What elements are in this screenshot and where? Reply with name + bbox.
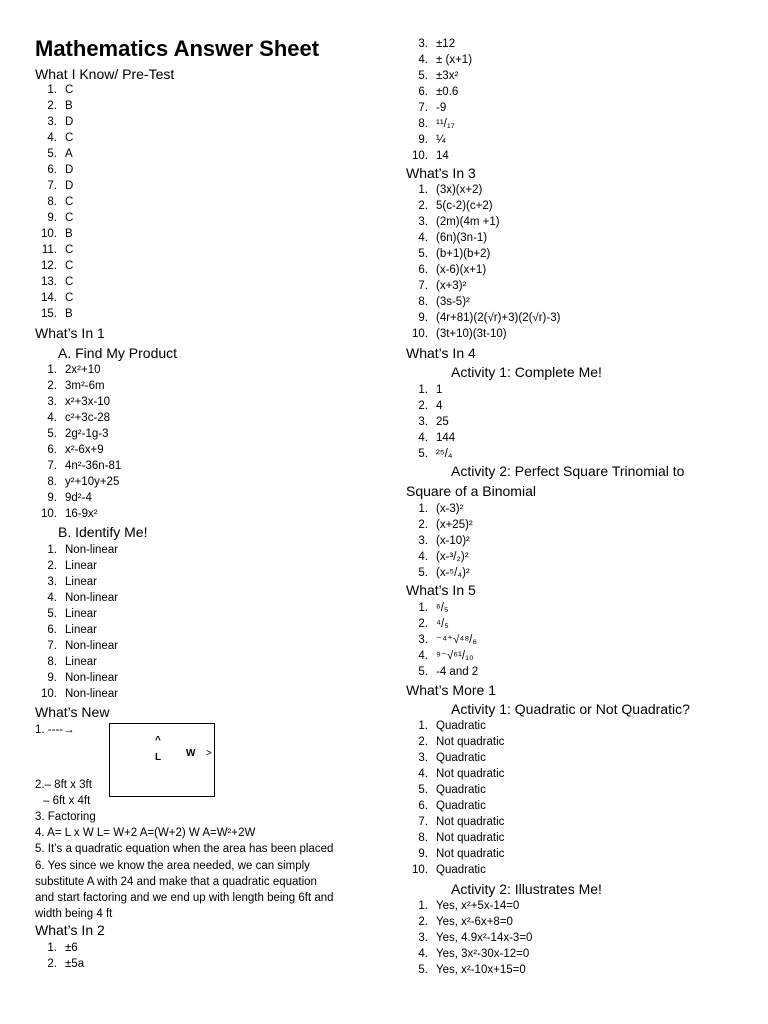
arrow-label: > bbox=[206, 748, 212, 759]
list-item-text: B bbox=[65, 100, 73, 112]
list-item-text: (x-3)² bbox=[436, 503, 464, 515]
list-item-text: Linear bbox=[65, 656, 97, 668]
list-item-text: ±5a bbox=[65, 958, 85, 970]
activity-illustrates-me: Activity 2: Illustrates Me! bbox=[451, 881, 602, 897]
perfect-square-list bbox=[406, 501, 473, 581]
list-item bbox=[406, 962, 532, 978]
list-item-number: 6. bbox=[47, 444, 57, 456]
list-item bbox=[406, 84, 472, 100]
list-item-text: 2g²-1g-3 bbox=[65, 428, 109, 440]
list-item-number: 10. bbox=[41, 228, 57, 240]
list-item bbox=[35, 686, 118, 702]
length-label: L bbox=[155, 752, 162, 763]
whats-in-2-list-continued bbox=[406, 36, 472, 164]
list-item-number: 1. bbox=[47, 364, 57, 376]
list-item bbox=[406, 750, 504, 766]
list-item-text: ²⁵/₄ bbox=[436, 448, 453, 460]
list-item-number: 4. bbox=[418, 232, 428, 244]
list-item-number: 4. bbox=[418, 948, 428, 960]
whats-new-answer-line: 5. It’s a quadratic equation when the area has been placed bbox=[35, 843, 334, 856]
whats-new-line-1: 1. ----→ bbox=[35, 724, 75, 736]
complete-me-list bbox=[406, 382, 455, 462]
list-item bbox=[406, 100, 472, 116]
list-item-number: 2. bbox=[418, 618, 428, 630]
list-item bbox=[406, 52, 472, 68]
list-item-number: 6. bbox=[418, 86, 428, 98]
list-item bbox=[35, 242, 73, 258]
list-item bbox=[406, 36, 472, 52]
list-item-text: C bbox=[65, 292, 74, 304]
list-item bbox=[35, 226, 73, 242]
width-label: W bbox=[186, 748, 196, 759]
pretest-list bbox=[35, 82, 73, 322]
list-item-text: ¼ bbox=[436, 134, 446, 146]
section-heading-whats-in-2: What’s In 2 bbox=[35, 922, 105, 938]
list-item-number: 9. bbox=[418, 848, 428, 860]
list-item bbox=[406, 565, 473, 581]
list-item bbox=[406, 914, 532, 930]
list-item-text: (3t+10)(3t-10) bbox=[436, 328, 507, 340]
list-item-number: 1. bbox=[418, 900, 428, 912]
list-item-number: 14. bbox=[41, 292, 57, 304]
list-item-text: ± (x+1) bbox=[436, 54, 473, 66]
list-item-text: 5(c-2)(c+2) bbox=[436, 200, 493, 212]
list-item bbox=[35, 670, 118, 686]
list-item bbox=[406, 846, 504, 862]
list-item-number: 2. bbox=[47, 100, 57, 112]
subheading-find-my-product: A. Find My Product bbox=[58, 345, 178, 361]
list-item-number: 10. bbox=[41, 508, 57, 520]
list-item bbox=[35, 956, 84, 972]
list-item bbox=[406, 214, 560, 230]
list-item bbox=[35, 506, 121, 522]
list-item-number: 2. bbox=[418, 519, 428, 531]
list-item-text: C bbox=[65, 132, 74, 144]
list-item bbox=[35, 194, 73, 210]
whats-in-5-list bbox=[406, 600, 478, 680]
list-item bbox=[35, 442, 121, 458]
list-item-number: 7. bbox=[47, 460, 57, 472]
whats-new-answer-line: substitute A with 24 and make that a quadratic equation bbox=[35, 875, 317, 888]
whats-new-line-2a: 2.– 8ft x 3ft bbox=[35, 779, 92, 791]
list-item-text: Not quadratic bbox=[436, 736, 505, 748]
list-item bbox=[406, 549, 473, 565]
list-item-text: -9 bbox=[436, 102, 447, 114]
list-item-text: 16-9x² bbox=[65, 508, 98, 520]
list-item-text: Yes, x²-10x+15=0 bbox=[436, 964, 526, 976]
list-item-number: 3. bbox=[418, 216, 428, 228]
list-item-text: (b+1)(b+2) bbox=[436, 248, 491, 260]
list-item-text: ±3x² bbox=[436, 70, 459, 82]
list-item-number: 1. bbox=[47, 942, 57, 954]
list-item bbox=[35, 410, 121, 426]
list-item-number: 6. bbox=[47, 164, 57, 176]
list-item-number: 13. bbox=[41, 276, 57, 288]
list-item-number: 5. bbox=[47, 428, 57, 440]
whats-new-answer-line: 6. Yes since we know the area needed, we can simply bbox=[35, 859, 310, 872]
list-item-number: 6. bbox=[47, 624, 57, 636]
list-item bbox=[35, 362, 121, 378]
list-item-number: 2. bbox=[47, 560, 57, 572]
list-item-number: 3. bbox=[418, 634, 428, 646]
whats-new-line-2b: – 6ft x 4ft bbox=[43, 795, 91, 807]
list-item bbox=[406, 148, 472, 164]
list-item-text: Non-linear bbox=[65, 688, 119, 700]
list-item bbox=[406, 132, 472, 148]
whats-in-2-list-start bbox=[35, 940, 84, 972]
list-item bbox=[406, 246, 560, 262]
list-item bbox=[406, 814, 504, 830]
list-item-number: 5. bbox=[418, 964, 428, 976]
list-item-text: ⁶/₅ bbox=[436, 602, 449, 614]
whats-in-3-list bbox=[406, 182, 560, 342]
list-item-number: 10. bbox=[412, 328, 428, 340]
list-item bbox=[35, 258, 73, 274]
list-item bbox=[406, 262, 560, 278]
list-item-number: 2. bbox=[418, 200, 428, 212]
list-item-text: B bbox=[65, 228, 73, 240]
list-item-text: (4r+81)(2(√r)+3)(2(√r)-3) bbox=[436, 312, 561, 324]
list-item-text: Yes, 3x²-30x-12=0 bbox=[436, 948, 530, 960]
list-item bbox=[35, 290, 73, 306]
section-heading-whats-more-1: What’s More 1 bbox=[406, 682, 496, 698]
list-item-number: 7. bbox=[47, 180, 57, 192]
list-item-text: x²-6x+9 bbox=[65, 444, 104, 456]
list-item-number: 1. bbox=[418, 184, 428, 196]
list-item bbox=[406, 398, 455, 414]
list-item-text: Not quadratic bbox=[436, 832, 505, 844]
list-item-number: 8. bbox=[418, 118, 428, 130]
quadratic-or-not-list bbox=[406, 718, 504, 878]
list-item-number: 6. bbox=[418, 800, 428, 812]
list-item-number: 3. bbox=[418, 416, 428, 428]
list-item-text: Not quadratic bbox=[436, 848, 505, 860]
list-item-number: 4. bbox=[418, 432, 428, 444]
activity-quadratic-or-not: Activity 1: Quadratic or Not Quadratic? bbox=[451, 701, 690, 717]
list-item bbox=[35, 638, 118, 654]
list-item bbox=[35, 940, 84, 956]
list-item-number: 3. bbox=[47, 396, 57, 408]
find-my-product-list bbox=[35, 362, 121, 522]
rectangle-diagram bbox=[109, 723, 215, 797]
list-item-text: Quadratic bbox=[436, 864, 486, 876]
list-item-text: (x-⁵/₄)² bbox=[436, 567, 470, 579]
list-item-number: 5. bbox=[418, 448, 428, 460]
list-item-text: C bbox=[65, 196, 74, 208]
list-item-text: ⁴/₅ bbox=[436, 618, 449, 630]
list-item bbox=[406, 862, 504, 878]
list-item bbox=[35, 606, 118, 622]
list-item-text: (3s-5)² bbox=[436, 296, 470, 308]
list-item-text: Non-linear bbox=[65, 672, 119, 684]
list-item-text: y²+10y+25 bbox=[65, 476, 120, 488]
list-item-number: 1. bbox=[47, 544, 57, 556]
list-item-number: 5. bbox=[418, 248, 428, 260]
whats-new-answer-line: width being 4 ft bbox=[35, 908, 113, 921]
section-heading-whats-in-4: What’s In 4 bbox=[406, 345, 476, 361]
list-item-text: ±0.6 bbox=[436, 86, 459, 98]
list-item bbox=[406, 533, 473, 549]
list-item bbox=[35, 178, 73, 194]
list-item-text: C bbox=[65, 212, 74, 224]
list-item-text: (6n)(3n-1) bbox=[436, 232, 488, 244]
illustrates-me-list bbox=[406, 898, 532, 978]
list-item bbox=[406, 632, 478, 648]
list-item-text: Not quadratic bbox=[436, 816, 505, 828]
list-item-number: 8. bbox=[418, 832, 428, 844]
list-item-text: x²+3x-10 bbox=[65, 396, 111, 408]
list-item bbox=[35, 146, 73, 162]
whats-new-answer-line: 4. A= L x W L= W+2 A=(W+2) W A=W²+2W bbox=[35, 827, 256, 840]
list-item-number: 8. bbox=[47, 656, 57, 668]
list-item-number: 9. bbox=[418, 312, 428, 324]
list-item-text: 2x²+10 bbox=[65, 364, 101, 376]
list-item-text: Non-linear bbox=[65, 640, 119, 652]
list-item-text: 9d²-4 bbox=[65, 492, 92, 504]
list-item-text: (3x)(x+2) bbox=[436, 184, 483, 196]
list-item bbox=[406, 382, 455, 398]
list-item-text: ±12 bbox=[436, 38, 456, 50]
list-item-number: 2. bbox=[418, 736, 428, 748]
list-item-number: 9. bbox=[47, 212, 57, 224]
subheading-identify-me: B. Identify Me! bbox=[58, 524, 148, 540]
list-item bbox=[406, 278, 560, 294]
list-item bbox=[406, 430, 455, 446]
list-item-number: 1. bbox=[47, 84, 57, 96]
list-item-text: Linear bbox=[65, 560, 97, 572]
list-item-text: ⁻⁴⁺√⁴⁸/₆ bbox=[436, 634, 478, 646]
list-item bbox=[406, 616, 478, 632]
whats-new-answer-line: and start factoring and we end up with length being 6ft and bbox=[35, 892, 334, 905]
list-item-text: Linear bbox=[65, 576, 97, 588]
list-item bbox=[35, 378, 121, 394]
list-item-text: Non-linear bbox=[65, 592, 119, 604]
section-heading-pretest: What I Know/ Pre-Test bbox=[35, 66, 175, 82]
list-item-number: 4. bbox=[418, 650, 428, 662]
list-item-text: Quadratic bbox=[436, 720, 486, 732]
list-item-number: 3. bbox=[418, 38, 428, 50]
section-heading-whats-in-3: What’s In 3 bbox=[406, 165, 476, 181]
list-item bbox=[35, 98, 73, 114]
list-item bbox=[35, 162, 73, 178]
list-item-text: Yes, x²+5x-14=0 bbox=[436, 900, 520, 912]
list-item bbox=[35, 210, 73, 226]
list-item-text: Quadratic bbox=[436, 752, 486, 764]
list-item-number: 7. bbox=[418, 102, 428, 114]
list-item-text: c²+3c-28 bbox=[65, 412, 111, 424]
list-item-number: 9. bbox=[418, 134, 428, 146]
list-item-text: (x-10)² bbox=[436, 535, 470, 547]
list-item-number: 5. bbox=[418, 70, 428, 82]
list-item bbox=[35, 474, 121, 490]
list-item-text: 25 bbox=[436, 416, 449, 428]
list-item-text: D bbox=[65, 180, 74, 192]
list-item-text: 3m²-6m bbox=[65, 380, 105, 392]
list-item bbox=[406, 898, 532, 914]
list-item-text: C bbox=[65, 244, 74, 256]
list-item bbox=[406, 664, 478, 680]
list-item-text: 4n²-36n-81 bbox=[65, 460, 122, 472]
section-heading-whats-in-5: What’s In 5 bbox=[406, 582, 476, 598]
list-item bbox=[406, 182, 560, 198]
list-item-number: 3. bbox=[47, 576, 57, 588]
list-item bbox=[406, 718, 504, 734]
list-item-text: -4 and 2 bbox=[436, 666, 479, 678]
list-item-number: 2. bbox=[418, 400, 428, 412]
whats-new-answers bbox=[35, 809, 334, 922]
list-item-number: 15. bbox=[41, 308, 57, 320]
list-item-number: 4. bbox=[47, 592, 57, 604]
activity-complete-me: Activity 1: Complete Me! bbox=[451, 364, 602, 380]
list-item-text: Non-linear bbox=[65, 544, 119, 556]
list-item bbox=[35, 426, 121, 442]
list-item bbox=[406, 648, 478, 664]
list-item-text: Quadratic bbox=[436, 784, 486, 796]
list-item-number: 1. bbox=[418, 503, 428, 515]
list-item bbox=[35, 622, 118, 638]
list-item bbox=[35, 654, 118, 670]
list-item-text: Quadratic bbox=[436, 800, 486, 812]
list-item bbox=[35, 306, 73, 322]
list-item bbox=[406, 600, 478, 616]
list-item-text: ¹¹/₁₇ bbox=[436, 118, 455, 130]
list-item bbox=[35, 114, 73, 130]
list-item bbox=[406, 446, 455, 462]
list-item-text: C bbox=[65, 260, 74, 272]
list-item-number: 3. bbox=[418, 752, 428, 764]
list-item-text: (x+3)² bbox=[436, 280, 467, 292]
list-item-number: 5. bbox=[47, 608, 57, 620]
list-item-text: Not quadratic bbox=[436, 768, 505, 780]
list-item-text: D bbox=[65, 164, 74, 176]
list-item bbox=[406, 198, 560, 214]
list-item-number: 9. bbox=[47, 492, 57, 504]
list-item bbox=[406, 946, 532, 962]
list-item bbox=[35, 574, 118, 590]
list-item-text: D bbox=[65, 116, 74, 128]
list-item-text: Yes, x²-6x+8=0 bbox=[436, 916, 513, 928]
list-item-number: 4. bbox=[418, 54, 428, 66]
list-item bbox=[35, 130, 73, 146]
list-item-text: 144 bbox=[436, 432, 456, 444]
list-item-number: 10. bbox=[41, 688, 57, 700]
section-heading-whats-in-1: What’s In 1 bbox=[35, 325, 105, 341]
list-item-number: 10. bbox=[412, 150, 428, 162]
list-item-number: 7. bbox=[418, 816, 428, 828]
list-item bbox=[406, 766, 504, 782]
list-item-number: 8. bbox=[418, 296, 428, 308]
list-item-number: 12. bbox=[41, 260, 57, 272]
list-item bbox=[35, 274, 73, 290]
list-item-number: 2. bbox=[418, 916, 428, 928]
list-item-number: 7. bbox=[418, 280, 428, 292]
list-item-number: 5. bbox=[47, 148, 57, 160]
activity-perfect-square-line2: Square of a Binomial bbox=[406, 483, 536, 499]
list-item-text: ⁹⁻√⁶¹/₁₀ bbox=[436, 650, 474, 662]
list-item-number: 10. bbox=[412, 864, 428, 876]
list-item-number: 3. bbox=[47, 116, 57, 128]
list-item-text: Linear bbox=[65, 624, 97, 636]
list-item bbox=[406, 798, 504, 814]
list-item-number: 3. bbox=[418, 932, 428, 944]
list-item-text: (2m)(4m +1) bbox=[436, 216, 500, 228]
list-item-number: 4. bbox=[47, 132, 57, 144]
list-item-number: 5. bbox=[418, 666, 428, 678]
list-item-number: 9. bbox=[47, 672, 57, 684]
list-item-number: 4. bbox=[418, 551, 428, 563]
list-item-number: 5. bbox=[418, 784, 428, 796]
list-item-text: Linear bbox=[65, 608, 97, 620]
list-item bbox=[35, 490, 121, 506]
list-item-text: (x-³/₂)² bbox=[436, 551, 469, 563]
list-item bbox=[406, 414, 455, 430]
list-item bbox=[406, 517, 473, 533]
whats-new-answer-line: 3. Factoring bbox=[35, 811, 96, 823]
list-item-text: C bbox=[65, 276, 74, 288]
list-item bbox=[406, 310, 560, 326]
list-item-number: 11. bbox=[41, 244, 57, 256]
list-item-text: Yes, 4.9x²-14x-3=0 bbox=[436, 932, 533, 944]
page-title: Mathematics Answer Sheet bbox=[35, 36, 320, 61]
list-item bbox=[406, 294, 560, 310]
list-item bbox=[35, 542, 118, 558]
list-item-number: 2. bbox=[47, 958, 57, 970]
list-item-text: 14 bbox=[436, 150, 449, 162]
list-item-number: 3. bbox=[418, 535, 428, 547]
list-item-number: 6. bbox=[418, 264, 428, 276]
caret-label: ^ bbox=[155, 735, 161, 746]
list-item-number: 8. bbox=[47, 476, 57, 488]
activity-perfect-square-line1: Activity 2: Perfect Square Trinomial to bbox=[451, 463, 685, 479]
list-item-number: 4. bbox=[418, 768, 428, 780]
list-item-text: C bbox=[65, 84, 74, 96]
list-item-text: B bbox=[65, 308, 73, 320]
list-item-number: 1. bbox=[418, 720, 428, 732]
list-item-text: A bbox=[65, 148, 73, 160]
list-item-text: (x+25)² bbox=[436, 519, 473, 531]
section-heading-whats-new: What’s New bbox=[35, 704, 110, 720]
list-item-number: 2. bbox=[47, 380, 57, 392]
list-item-number: 1. bbox=[418, 602, 428, 614]
list-item bbox=[406, 326, 560, 342]
list-item-text: (x-6)(x+1) bbox=[436, 264, 487, 276]
list-item bbox=[406, 930, 532, 946]
list-item-number: 7. bbox=[47, 640, 57, 652]
list-item bbox=[406, 734, 504, 750]
list-item-number: 4. bbox=[47, 412, 57, 424]
list-item-text: 4 bbox=[436, 400, 443, 412]
list-item bbox=[406, 116, 472, 132]
list-item bbox=[406, 782, 504, 798]
list-item-number: 1. bbox=[418, 384, 428, 396]
list-item bbox=[406, 830, 504, 846]
list-item bbox=[35, 394, 121, 410]
list-item bbox=[406, 230, 560, 246]
list-item-number: 5. bbox=[418, 567, 428, 579]
list-item-text: 1 bbox=[436, 384, 443, 396]
list-item bbox=[406, 68, 472, 84]
list-item bbox=[35, 558, 118, 574]
list-item bbox=[35, 590, 118, 606]
identify-me-list bbox=[35, 542, 118, 702]
list-item bbox=[35, 458, 121, 474]
list-item bbox=[406, 501, 473, 517]
list-item-number: 8. bbox=[47, 196, 57, 208]
list-item bbox=[35, 82, 73, 98]
list-item-text: ±6 bbox=[65, 942, 78, 954]
